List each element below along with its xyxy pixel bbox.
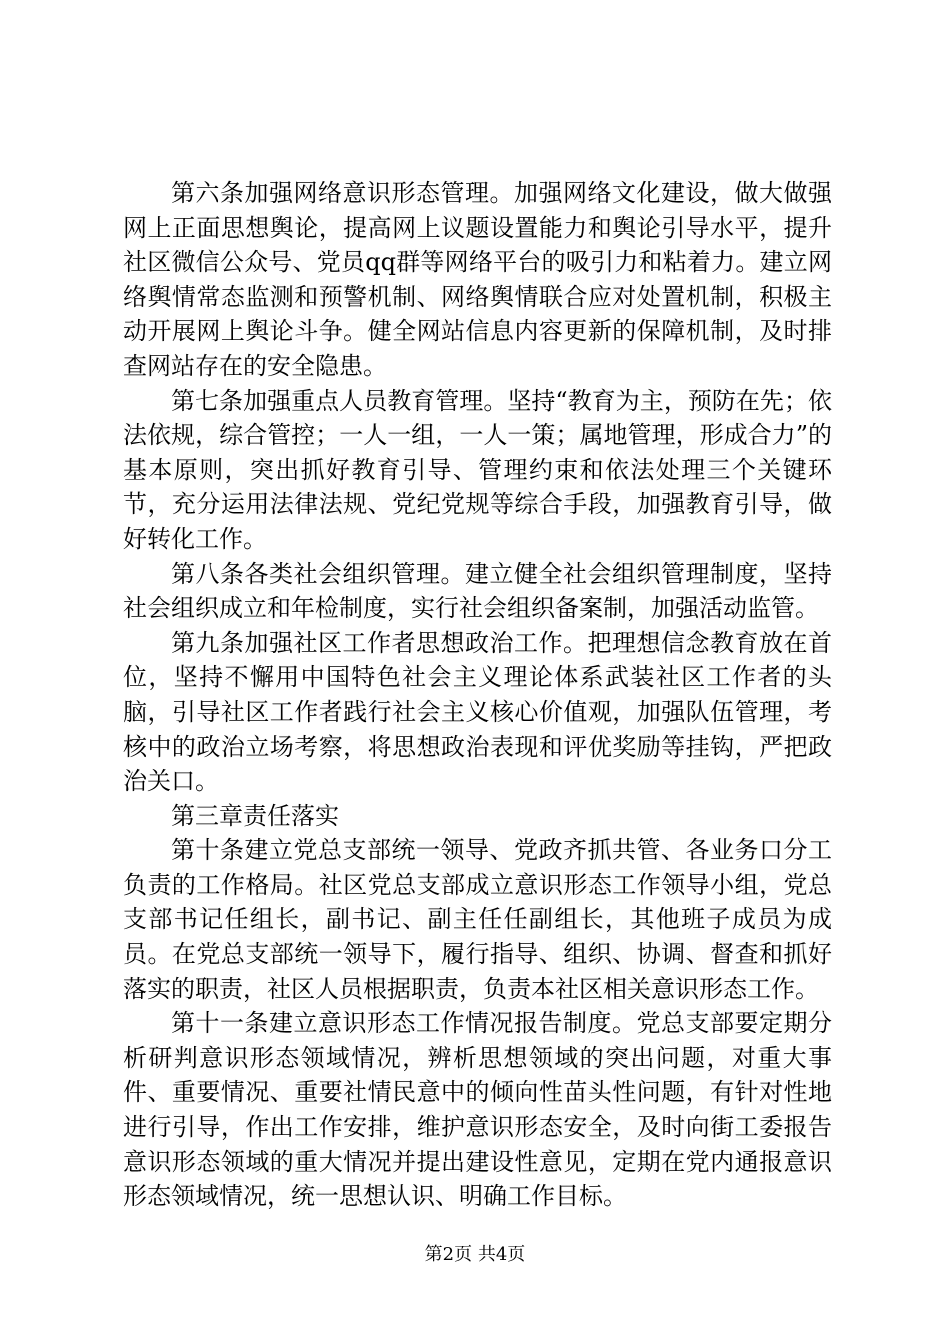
page-number-footer: 第2页 共4页 [424,1244,526,1265]
article-7-paragraph: 第七条加强重点人员教育管理。坚持“教育为主，预防在先；依法依规，综合管控；一人一组，一人一策；属地管理，形成合力”的基本原则，突出抓好教育引导、管理约束和依法处理三个关键环节，充分运用法律法规、党纪党规等综合手段，加强教育引导，做好转化工作。 [123,386,832,553]
document-body [123,176,832,1214]
article-8-paragraph: 第八条各类社会组织管理。建立健全社会组织管理制度，坚持社会组织成立和年检制度，实行社会组织备案制，加强活动监管。 [123,559,832,623]
chapter-3-heading: 第三章责任落实 [171,801,339,830]
article-11-paragraph: 第十一条建立意识形态工作情况报告制度。党总支部要定期分析研判意识形态领域情况，辨析思想领域的突出问题，对重大事件、重要情况、重要社情民意中的倾向性苗头性问题，有针对性地进行引导，作出工作安排，维护意识形态安全，及时向街工委报告意识形态领域的重大情况并提出建设性意见，定期在党内通报意识形态领域情况，统一思想认识、明确工作目标。 [123,1009,832,1211]
article-9-paragraph: 第九条加强社区工作者思想政治工作。把理想信念教育放在首位，坚持不懈用中国特色社会主义理论体系武装社区工作者的头脑，引导社区工作者践行社会主义核心价值观，加强队伍管理，考核中的政治立场考察，将思想政治表现和评优奖励等挂钩，严把政治关口。 [123,628,832,796]
article-6-paragraph: 第六条加强网络意识形态管理。加强网络文化建设，做大做强网上正面思想舆论，提高网上议题设置能力和舆论引导水平，提升社区微信公众号、党员qq群等网络平台的吸引力和粘着力。建立网络舆情常态监测和预警机制、网络舆情联合应对处置机制，积极主动开展网上舆论斗争。健全网站信息内容更新的保障机制，及时排查网站存在的安全隐患。 [123,179,832,380]
article-10-paragraph: 第十条建立党总支部统一领导、党政齐抓共管、各业务口分工负责的工作格局。社区党总支部成立意识形态工作领导小组，党总支部书记任组长，副书记、副主任任副组长，其他班子成员为成员。在党总支部统一领导下，履行指导、组织、协调、督查和抓好落实的职责，社区人员根据职责，负责本社区相关意识形态工作。 [123,836,832,1003]
